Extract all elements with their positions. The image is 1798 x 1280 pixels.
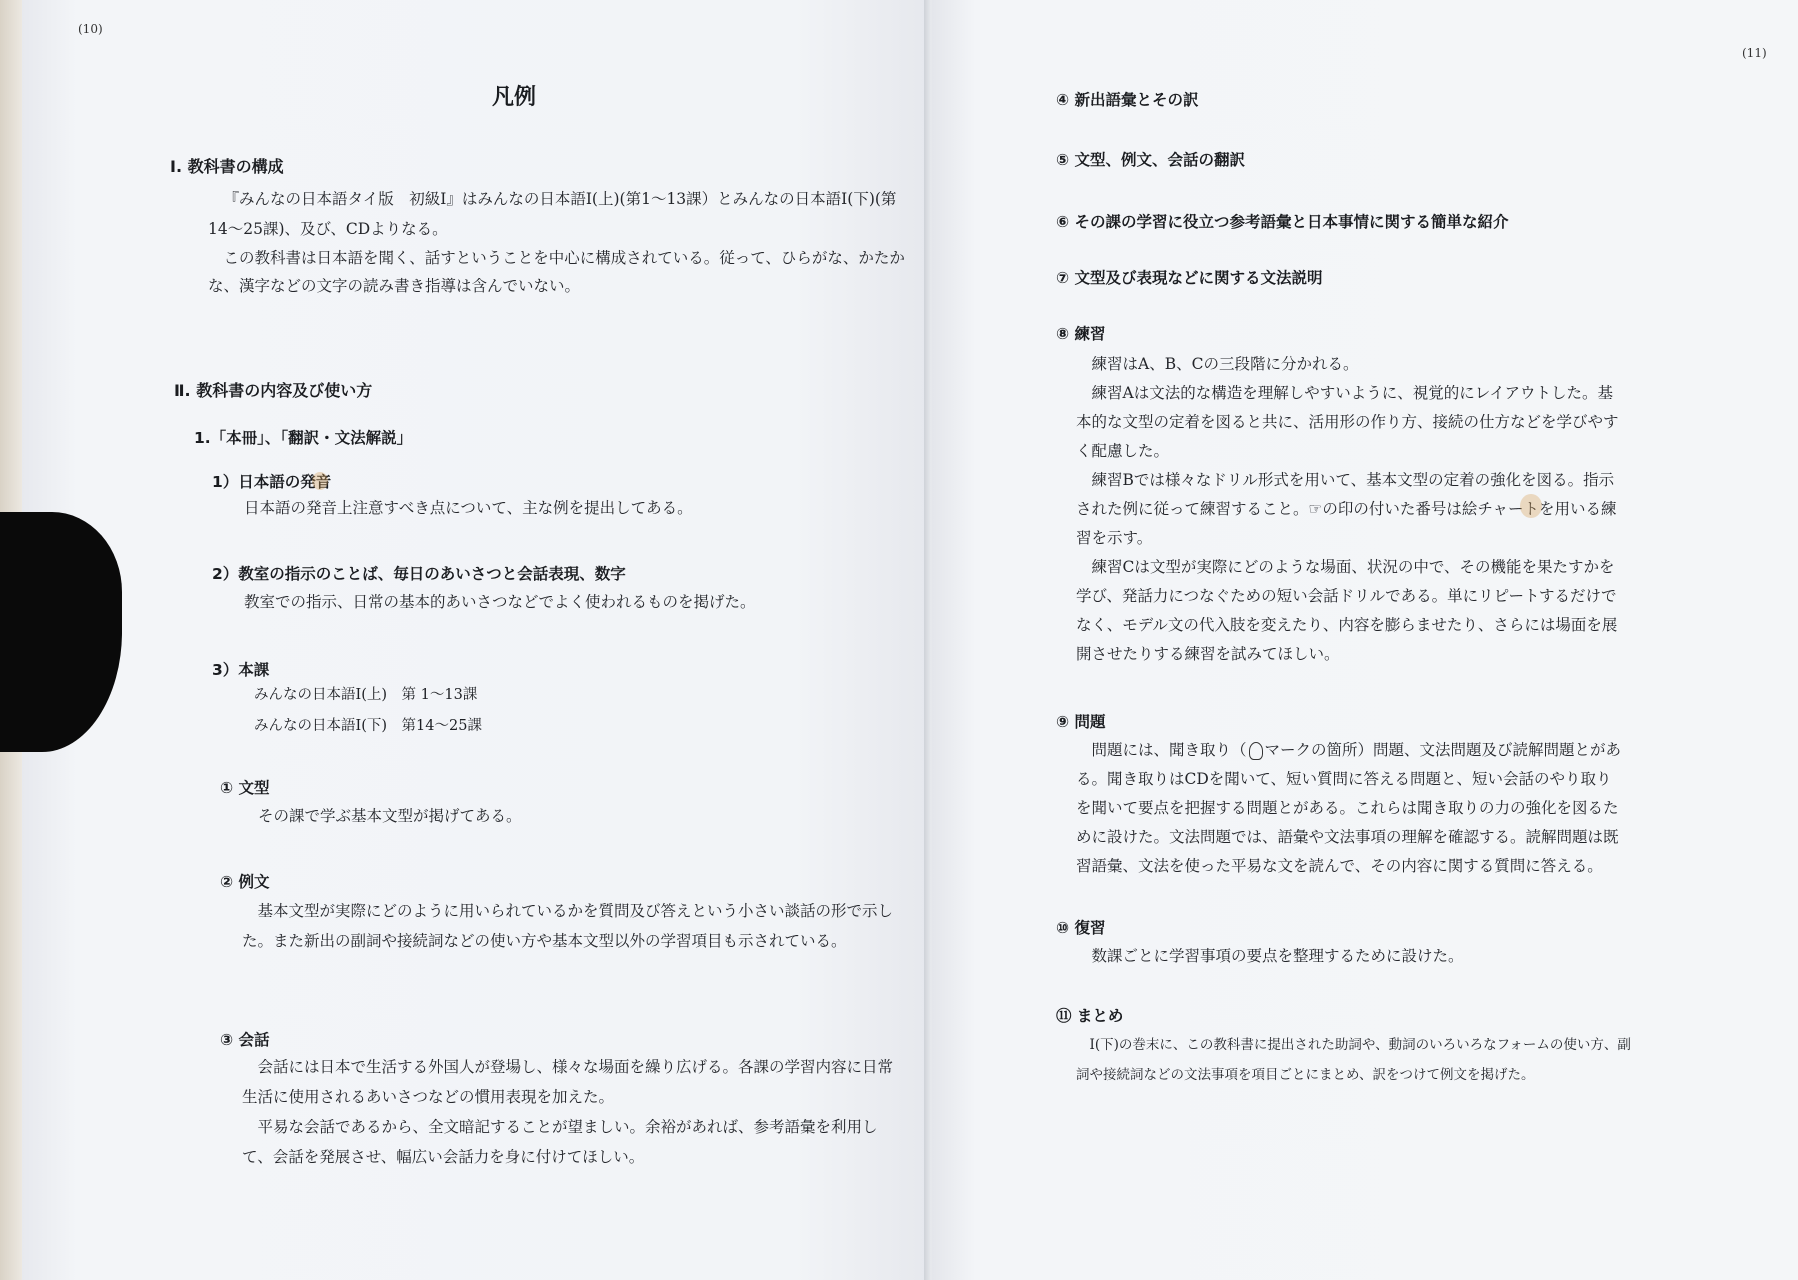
paper-stain [1520, 494, 1542, 518]
item-heading-classroom: 2）教室の指示のことば、毎日のあいさつと会話表現、数字 [212, 565, 626, 583]
circled-heading-example: ② 例文 [220, 873, 270, 891]
problems-text-start: 問題には、聞き取り（ [1091, 741, 1247, 759]
circled-heading-conversation: ③ 会話 [220, 1031, 270, 1049]
circled-heading-review: ⑩ 復習 [1056, 919, 1106, 937]
item-text-classroom: 教室での指示、日常の基本的あいさつなどでよく使われるものを掲げた。 [244, 593, 756, 611]
circled-heading-grammar: ⑦ 文型及び表現などに関する文法説明 [1056, 269, 1323, 287]
section1-body [208, 184, 908, 300]
page-number-left: (10) [78, 22, 103, 36]
page-title: 凡例 [492, 85, 537, 110]
conversation-paragraph: 会話には日本で生活する外国人が登場し、様々な場面を繰り広げる。各課の学習内容に日常生活に使用されるあいさつなどの慣用表現を加えた。 [242, 1058, 894, 1106]
section1-paragraph: この教科書は日本語を聞く、話すということを中心に構成されている。従って、ひらがな、かたかな、漢字などの文字の読み書き指導は含んでいない。 [208, 249, 905, 295]
example-paragraph: 基本文型が実際にどのように用いられているかを質問及び答えという小さい談話の形で示した。また新出の副詞や接続詞などの使い方や基本文型以外の学習項目も示されている。 [242, 902, 894, 950]
circled-heading-reference-vocab: ⑥ その課の学習に役立つ参考語彙と日本事情に関する簡単な紹介 [1056, 213, 1509, 231]
section1-paragraph: 『みんなの日本語タイ版 初級Ⅰ』はみんなの日本語Ⅰ(上)(第1～13課）とみんなの日本語Ⅰ(下)(第14～25課)、及び、CDよりなる。 [208, 190, 897, 238]
problems-body [1076, 736, 1626, 881]
circled-heading-problems: ⑨ 問題 [1056, 713, 1106, 731]
right-page [932, 0, 1798, 1280]
practice-paragraph: 練習Aは文法的な構造を理解しやすいように、視覚的にレイアウトした。基本的な文型の定着を図ると共に、活用形の作り方、接続の仕方などを学びやすく配慮した。 [1076, 384, 1619, 460]
circled-text-conversation [242, 1052, 904, 1172]
practice-paragraph [1076, 466, 1626, 553]
lesson-line: みんなの日本語Ⅰ(上) 第 1～13課 [254, 687, 478, 703]
circled-heading-sentence-pattern: ① 文型 [220, 779, 270, 797]
summary-paragraph: Ⅰ(下)の巻末に、この教科書に提出された助詞や、動詞のいろいろなフォームの使い方、副詞や接続詞などの文法事項を項目ごとにまとめ、訳をつけて例文を掲げた。 [1076, 1037, 1631, 1083]
paper-stain [312, 472, 328, 490]
item-heading-pronunciation: 1）日本語の発音 [212, 473, 332, 491]
circled-heading-practice: ⑧ 練習 [1056, 325, 1106, 343]
left-page [22, 0, 930, 1280]
circled-heading-summary: ⑪ まとめ [1056, 1007, 1124, 1025]
circled-heading-translation: ⑤ 文型、例文、会話の翻訳 [1056, 151, 1246, 169]
problems-text-rest: マークの箇所）問題、文法問題及び読解問題とがある。聞き取りはCDを聞いて、短い質問に答える問題と、短い会話のやり取りを聞いて要点を把握する問題とがある。これらは聞き取りの力の強化を図るために設けた。文法問題では、語彙や文法事項の理解を確認する。読解問題は既習語彙、文法を使った平易な文を読んで、その内容に関する質問に答える。 [1076, 741, 1622, 875]
practice-b-text: 練習Bでは様々なドリル形式を用いて、基本文型の定着の強化を図る。指示された例に従って練習すること。 [1076, 471, 1615, 518]
section1-heading: Ⅰ. 教科書の構成 [170, 157, 284, 176]
lesson-line: みんなの日本語Ⅰ(下) 第14～25課 [254, 718, 482, 734]
problems-paragraph [1076, 736, 1626, 881]
circled-text-example [242, 896, 904, 956]
pointing-hand-icon: ☞ [1308, 500, 1323, 518]
item-text-pronunciation: 日本語の発音上注意すべき点について、主な例を提出してある。 [244, 499, 693, 517]
conversation-paragraph: 平易な会話であるから、全文暗記することが望ましい。余裕があれば、参考語彙を利用して、会話を発展させ、幅広い会話力を身に付けてほしい。 [242, 1118, 878, 1166]
practice-paragraph: 練習はA、B、Cの三段階に分かれる。 [1091, 355, 1359, 373]
practice-b-icon-note: の印の付いた番号は絵チャートを用いる練習を示す。 [1076, 500, 1617, 547]
lesson-list [254, 680, 482, 742]
practice-paragraph: 練習Cは文型が実際にどのような場面、状況の中で、その機能を果たすかを学び、発話力につなぐための短い会話ドリルである。単にリピートするだけでなく、モデル文の代入肢を変えたり、内容を膨らませたり、さらには場面を展開させたりする練習を試みてほしい。 [1076, 558, 1618, 663]
section2-heading: Ⅱ. 教科書の内容及び使い方 [174, 381, 373, 400]
circled-text-sentence-pattern: その課で学ぶ基本文型が掲げてある。 [258, 807, 522, 825]
circled-heading-new-vocab: ④ 新出語彙とその訳 [1056, 91, 1199, 109]
ear-icon [1249, 742, 1263, 760]
practice-body [1076, 350, 1626, 669]
section2-sub-heading: 1.「本冊」、「翻訳・文法解説」 [194, 429, 413, 447]
summary-body [1076, 1030, 1636, 1090]
review-paragraph: 数課ごとに学習事項の要点を整理するために設けた。 [1091, 947, 1464, 965]
item-heading-main-lesson: 3）本課 [212, 661, 270, 679]
review-body [1076, 942, 1626, 970]
page-number-right: (11) [1742, 46, 1767, 60]
